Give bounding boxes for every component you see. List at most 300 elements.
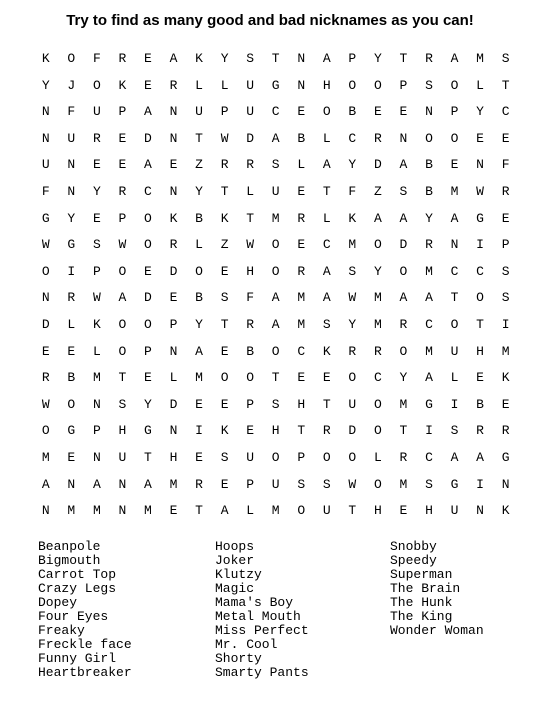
grid-row bbox=[33, 48, 518, 75]
grid-letter: O bbox=[92, 77, 101, 93]
grid-letter: M bbox=[271, 503, 280, 519]
grid-letter: N bbox=[41, 290, 50, 306]
grid-letter: N bbox=[92, 449, 101, 465]
grid-letter: D bbox=[246, 130, 255, 146]
grid-letter: M bbox=[425, 263, 433, 279]
grid-letter: N bbox=[501, 476, 510, 492]
grid-letter: E bbox=[476, 130, 484, 146]
grid-letter: P bbox=[501, 237, 510, 253]
grid-letter: O bbox=[220, 370, 229, 386]
grid-letter: S bbox=[92, 237, 101, 253]
word-list-item: Carrot Top bbox=[38, 567, 117, 582]
grid-letter: B bbox=[195, 210, 203, 226]
grid-letter: S bbox=[348, 263, 357, 279]
grid-letter: I bbox=[476, 476, 484, 492]
grid-letter: W bbox=[476, 183, 484, 199]
grid-letter: C bbox=[144, 183, 152, 199]
grid-letter: R bbox=[220, 157, 229, 173]
grid-letter: Z bbox=[195, 157, 203, 173]
grid-letter: T bbox=[348, 503, 357, 519]
grid-letter: L bbox=[246, 503, 255, 519]
grid-letter: N bbox=[297, 51, 306, 66]
grid-row bbox=[33, 500, 518, 527]
grid-letter: N bbox=[169, 104, 178, 120]
grid-letter: Y bbox=[220, 51, 229, 66]
grid-letter: T bbox=[144, 449, 152, 465]
grid-letter: E bbox=[67, 343, 76, 359]
grid-letter: E bbox=[169, 157, 178, 173]
grid-letter: U bbox=[92, 104, 101, 120]
grid-letter: S bbox=[450, 423, 459, 439]
grid-letter: R bbox=[373, 130, 382, 146]
grid-letter: A bbox=[399, 290, 408, 306]
grid-letter: L bbox=[476, 77, 484, 93]
word-list-column-3 bbox=[390, 540, 484, 638]
grid-letter: T bbox=[501, 77, 510, 93]
grid-letter: F bbox=[246, 290, 255, 306]
grid-letter: F bbox=[501, 157, 510, 173]
grid-letter: E bbox=[322, 370, 331, 386]
grid-letter: G bbox=[67, 237, 76, 253]
grid-letter: K bbox=[195, 51, 203, 66]
grid-letter: I bbox=[450, 396, 459, 412]
grid-letter: Y bbox=[92, 183, 101, 199]
grid-letter: A bbox=[322, 263, 331, 279]
grid-letter: P bbox=[348, 51, 357, 66]
grid-letter: S bbox=[220, 449, 229, 465]
grid-row bbox=[33, 341, 518, 368]
grid-letter: R bbox=[246, 157, 255, 173]
grid-letter: P bbox=[297, 449, 306, 465]
grid-letter: A bbox=[450, 51, 459, 66]
grid-letter: C bbox=[297, 343, 306, 359]
grid-letter: B bbox=[425, 157, 433, 173]
grid-letter: L bbox=[92, 343, 101, 359]
grid-letter: U bbox=[246, 77, 255, 93]
grid-letter: Y bbox=[348, 316, 357, 332]
grid-letter: R bbox=[118, 51, 127, 66]
grid-letter: T bbox=[271, 370, 280, 386]
grid-letter: R bbox=[348, 343, 357, 359]
grid-letter: B bbox=[195, 290, 203, 306]
grid-letter: P bbox=[246, 476, 255, 492]
grid-letter: E bbox=[195, 396, 203, 412]
grid-letter: A bbox=[322, 290, 331, 306]
grid-letter: M bbox=[476, 51, 484, 66]
grid-letter: O bbox=[322, 104, 331, 120]
grid-letter: I bbox=[195, 423, 203, 439]
grid-letter: A bbox=[450, 449, 459, 465]
grid-row bbox=[33, 261, 518, 288]
word-list-item: Shorty bbox=[215, 651, 262, 666]
grid-letter: O bbox=[144, 210, 152, 226]
grid-letter: Y bbox=[373, 51, 382, 66]
grid-letter: A bbox=[373, 210, 382, 226]
grid-letter: A bbox=[41, 476, 50, 492]
grid-letter: O bbox=[399, 263, 408, 279]
grid-letter: M bbox=[92, 503, 101, 519]
grid-letter: R bbox=[373, 343, 382, 359]
grid-letter: H bbox=[373, 503, 382, 519]
grid-letter: T bbox=[399, 423, 408, 439]
letter-grid bbox=[33, 48, 518, 527]
grid-letter: K bbox=[220, 423, 229, 439]
grid-letter: A bbox=[118, 290, 127, 306]
grid-letter: K bbox=[169, 210, 178, 226]
grid-letter: A bbox=[92, 476, 101, 492]
grid-letter: U bbox=[348, 396, 357, 412]
grid-letter: O bbox=[41, 263, 50, 279]
grid-letter: M bbox=[425, 343, 433, 359]
grid-letter: T bbox=[195, 130, 203, 146]
grid-letter: B bbox=[348, 104, 357, 120]
word-list-item: Bigmouth bbox=[38, 553, 101, 568]
grid-letter: L bbox=[195, 237, 203, 253]
grid-letter: S bbox=[501, 51, 510, 66]
grid-letter: T bbox=[271, 51, 280, 66]
grid-letter: E bbox=[246, 423, 255, 439]
word-list-item: The Hunk bbox=[390, 595, 453, 610]
grid-letter: S bbox=[271, 396, 280, 412]
grid-letter: O bbox=[450, 130, 459, 146]
grid-letter: G bbox=[450, 476, 459, 492]
grid-letter: W bbox=[118, 237, 127, 253]
grid-letter: O bbox=[373, 237, 382, 253]
grid-letter: H bbox=[297, 396, 306, 412]
grid-letter: S bbox=[322, 476, 331, 492]
grid-letter: J bbox=[67, 77, 76, 93]
grid-letter: C bbox=[348, 130, 357, 146]
grid-letter: R bbox=[501, 423, 510, 439]
grid-letter: P bbox=[118, 210, 127, 226]
grid-letter: A bbox=[425, 370, 433, 386]
grid-letter: C bbox=[322, 237, 331, 253]
grid-letter: E bbox=[297, 237, 306, 253]
grid-letter: M bbox=[373, 290, 382, 306]
grid-letter: T bbox=[297, 423, 306, 439]
grid-letter: E bbox=[220, 263, 229, 279]
grid-letter: P bbox=[92, 263, 101, 279]
grid-letter: H bbox=[118, 423, 127, 439]
grid-letter: O bbox=[271, 343, 280, 359]
grid-letter: E bbox=[92, 210, 101, 226]
grid-row bbox=[33, 128, 518, 155]
grid-letter: U bbox=[271, 476, 280, 492]
grid-letter: W bbox=[41, 396, 50, 412]
grid-letter: N bbox=[425, 104, 433, 120]
grid-letter: A bbox=[220, 503, 229, 519]
grid-letter: O bbox=[348, 370, 357, 386]
grid-letter: A bbox=[476, 449, 484, 465]
grid-letter: O bbox=[322, 449, 331, 465]
grid-letter: A bbox=[144, 157, 152, 173]
word-list-item: Wonder Woman bbox=[390, 623, 484, 638]
word-list-item: The Brain bbox=[390, 581, 461, 596]
grid-letter: R bbox=[399, 449, 408, 465]
grid-letter: E bbox=[297, 183, 306, 199]
grid-letter: Y bbox=[41, 77, 50, 93]
grid-letter: A bbox=[169, 51, 178, 66]
grid-letter: O bbox=[246, 370, 255, 386]
grid-letter: E bbox=[297, 104, 306, 120]
grid-letter: A bbox=[322, 157, 331, 173]
grid-letter: H bbox=[425, 503, 433, 519]
grid-letter: O bbox=[348, 77, 357, 93]
grid-letter: O bbox=[67, 51, 76, 66]
word-list-column-1 bbox=[38, 540, 132, 680]
grid-letter: R bbox=[169, 237, 178, 253]
grid-letter: N bbox=[169, 130, 178, 146]
grid-row bbox=[33, 474, 518, 501]
grid-letter: H bbox=[169, 449, 178, 465]
grid-letter: P bbox=[144, 343, 152, 359]
grid-letter: H bbox=[246, 263, 255, 279]
grid-letter: E bbox=[169, 290, 178, 306]
grid-letter: K bbox=[501, 370, 510, 386]
grid-letter: C bbox=[425, 316, 433, 332]
grid-letter: R bbox=[501, 183, 510, 199]
grid-letter: Y bbox=[476, 104, 484, 120]
grid-letter: O bbox=[144, 237, 152, 253]
word-list-item: Heartbreaker bbox=[38, 665, 132, 680]
grid-letter: M bbox=[92, 370, 101, 386]
grid-letter: Y bbox=[67, 210, 76, 226]
grid-letter: E bbox=[399, 104, 408, 120]
word-list-item: Freaky bbox=[38, 623, 85, 638]
grid-letter: A bbox=[425, 290, 433, 306]
grid-letter: G bbox=[41, 210, 50, 226]
grid-letter: K bbox=[92, 316, 101, 332]
grid-letter: N bbox=[67, 183, 76, 199]
grid-letter: E bbox=[144, 77, 152, 93]
grid-letter: N bbox=[41, 130, 50, 146]
grid-letter: B bbox=[297, 130, 306, 146]
word-list-item: Hoops bbox=[215, 539, 255, 554]
grid-letter: E bbox=[501, 210, 510, 226]
grid-letter: G bbox=[271, 77, 280, 93]
grid-letter: O bbox=[41, 423, 50, 439]
grid-letter: P bbox=[169, 316, 178, 332]
grid-letter: U bbox=[195, 104, 203, 120]
grid-letter: Y bbox=[195, 183, 203, 199]
grid-letter: L bbox=[246, 183, 255, 199]
grid-letter: O bbox=[348, 449, 357, 465]
grid-letter: F bbox=[92, 51, 101, 66]
grid-letter: O bbox=[118, 343, 127, 359]
word-list-item: Snobby bbox=[390, 539, 437, 554]
grid-letter: N bbox=[169, 343, 178, 359]
grid-letter: B bbox=[246, 343, 255, 359]
grid-letter: B bbox=[476, 396, 484, 412]
grid-letter: K bbox=[118, 77, 127, 93]
grid-letter: O bbox=[425, 130, 433, 146]
grid-letter: I bbox=[425, 423, 433, 439]
grid-letter: O bbox=[476, 290, 484, 306]
grid-letter: E bbox=[220, 343, 229, 359]
grid-letter: E bbox=[501, 396, 510, 412]
word-list-item: Klutzy bbox=[215, 567, 262, 582]
grid-letter: G bbox=[67, 423, 76, 439]
grid-letter: N bbox=[169, 183, 178, 199]
word-list-item: Superman bbox=[390, 567, 453, 582]
grid-letter: D bbox=[144, 130, 152, 146]
grid-row bbox=[33, 367, 518, 394]
grid-letter: T bbox=[399, 51, 408, 66]
grid-letter: R bbox=[425, 237, 433, 253]
grid-letter: A bbox=[450, 210, 459, 226]
word-list-item: Crazy Legs bbox=[38, 581, 117, 596]
grid-letter: C bbox=[476, 263, 484, 279]
grid-letter: O bbox=[373, 77, 382, 93]
grid-letter: E bbox=[118, 157, 127, 173]
grid-letter: Y bbox=[348, 157, 357, 173]
grid-letter: C bbox=[450, 263, 459, 279]
grid-letter: S bbox=[271, 157, 280, 173]
grid-letter: F bbox=[41, 183, 50, 199]
grid-letter: G bbox=[425, 396, 433, 412]
grid-letter: D bbox=[373, 157, 382, 173]
grid-letter: P bbox=[246, 396, 255, 412]
grid-letter: N bbox=[169, 423, 178, 439]
grid-letter: A bbox=[271, 316, 280, 332]
grid-letter: O bbox=[297, 503, 306, 519]
grid-letter: D bbox=[348, 423, 357, 439]
grid-letter: T bbox=[246, 210, 255, 226]
grid-letter: E bbox=[399, 503, 408, 519]
grid-row bbox=[33, 75, 518, 102]
grid-letter: S bbox=[425, 77, 433, 93]
grid-letter: L bbox=[373, 449, 382, 465]
grid-letter: K bbox=[322, 343, 331, 359]
word-list-item: Mr. Cool bbox=[215, 637, 278, 652]
grid-letter: O bbox=[118, 316, 127, 332]
grid-letter: E bbox=[144, 263, 152, 279]
grid-letter: S bbox=[425, 476, 433, 492]
grid-letter: T bbox=[322, 183, 331, 199]
grid-letter: N bbox=[297, 77, 306, 93]
grid-letter: D bbox=[169, 263, 178, 279]
grid-letter: U bbox=[322, 503, 331, 519]
grid-letter: H bbox=[322, 77, 331, 93]
grid-letter: D bbox=[41, 316, 50, 332]
grid-letter: A bbox=[144, 476, 152, 492]
grid-letter: N bbox=[476, 157, 484, 173]
grid-letter: O bbox=[67, 396, 76, 412]
grid-letter: R bbox=[169, 77, 178, 93]
grid-letter: D bbox=[144, 290, 152, 306]
grid-letter: O bbox=[195, 263, 203, 279]
grid-letter: Y bbox=[399, 370, 408, 386]
grid-letter: H bbox=[271, 423, 280, 439]
grid-letter: T bbox=[322, 396, 331, 412]
grid-letter: A bbox=[399, 210, 408, 226]
grid-letter: G bbox=[144, 423, 152, 439]
grid-letter: M bbox=[373, 316, 382, 332]
grid-letter: P bbox=[450, 104, 459, 120]
grid-letter: O bbox=[271, 449, 280, 465]
grid-letter: P bbox=[118, 104, 127, 120]
grid-letter: B bbox=[425, 183, 433, 199]
grid-letter: T bbox=[195, 503, 203, 519]
grid-letter: W bbox=[41, 237, 50, 253]
grid-letter: U bbox=[450, 503, 459, 519]
grid-row bbox=[33, 420, 518, 447]
grid-letter: N bbox=[67, 157, 76, 173]
grid-letter: O bbox=[271, 263, 280, 279]
word-list-item: The King bbox=[390, 609, 453, 624]
grid-letter: Y bbox=[195, 316, 203, 332]
grid-letter: R bbox=[297, 210, 306, 226]
grid-letter: E bbox=[118, 130, 127, 146]
grid-letter: L bbox=[169, 370, 178, 386]
grid-letter: C bbox=[271, 104, 280, 120]
grid-letter: R bbox=[195, 476, 203, 492]
grid-row bbox=[33, 101, 518, 128]
grid-letter: E bbox=[67, 449, 76, 465]
grid-letter: K bbox=[41, 51, 50, 66]
grid-letter: M bbox=[67, 503, 76, 519]
grid-letter: G bbox=[476, 210, 484, 226]
grid-letter: U bbox=[246, 104, 255, 120]
grid-letter: Y bbox=[373, 263, 382, 279]
grid-letter: O bbox=[373, 396, 382, 412]
grid-letter: E bbox=[169, 503, 178, 519]
word-list-item: Mama's Boy bbox=[215, 595, 294, 610]
grid-letter: S bbox=[246, 51, 255, 66]
page-title: Try to find as many good and bad nicknames as you can! bbox=[66, 12, 474, 29]
grid-letter: A bbox=[322, 51, 331, 66]
word-list-item: Smarty Pants bbox=[215, 665, 309, 680]
grid-letter: A bbox=[144, 104, 152, 120]
grid-letter: D bbox=[399, 237, 408, 253]
grid-letter: D bbox=[169, 396, 178, 412]
grid-letter: E bbox=[144, 51, 152, 66]
grid-letter: M bbox=[169, 476, 178, 492]
grid-row bbox=[33, 234, 518, 261]
grid-letter: M bbox=[41, 449, 50, 465]
word-list-item: Miss Perfect bbox=[215, 623, 309, 638]
grid-letter: C bbox=[373, 370, 382, 386]
grid-letter: U bbox=[67, 130, 76, 146]
word-list-item: Funny Girl bbox=[38, 651, 117, 666]
grid-letter: N bbox=[67, 476, 76, 492]
grid-letter: T bbox=[476, 316, 484, 332]
grid-letter: W bbox=[92, 290, 101, 306]
grid-letter: A bbox=[195, 343, 203, 359]
grid-letter: R bbox=[41, 370, 50, 386]
grid-letter: M bbox=[348, 237, 357, 253]
grid-letter: S bbox=[220, 290, 229, 306]
grid-letter: M bbox=[144, 503, 152, 519]
grid-row bbox=[33, 314, 518, 341]
grid-letter: K bbox=[348, 210, 357, 226]
grid-letter: O bbox=[373, 423, 382, 439]
grid-letter: W bbox=[348, 290, 357, 306]
grid-letter: U bbox=[118, 449, 127, 465]
grid-letter: E bbox=[195, 449, 203, 465]
grid-letter: A bbox=[271, 290, 280, 306]
grid-letter: L bbox=[220, 77, 229, 93]
grid-letter: P bbox=[220, 104, 229, 120]
grid-letter: Y bbox=[144, 396, 152, 412]
grid-letter: R bbox=[425, 51, 433, 66]
grid-letter: I bbox=[501, 316, 510, 332]
grid-letter: U bbox=[246, 449, 255, 465]
grid-letter: E bbox=[373, 104, 382, 120]
grid-letter: N bbox=[118, 476, 127, 492]
grid-letter: R bbox=[118, 183, 127, 199]
grid-letter: P bbox=[399, 77, 408, 93]
